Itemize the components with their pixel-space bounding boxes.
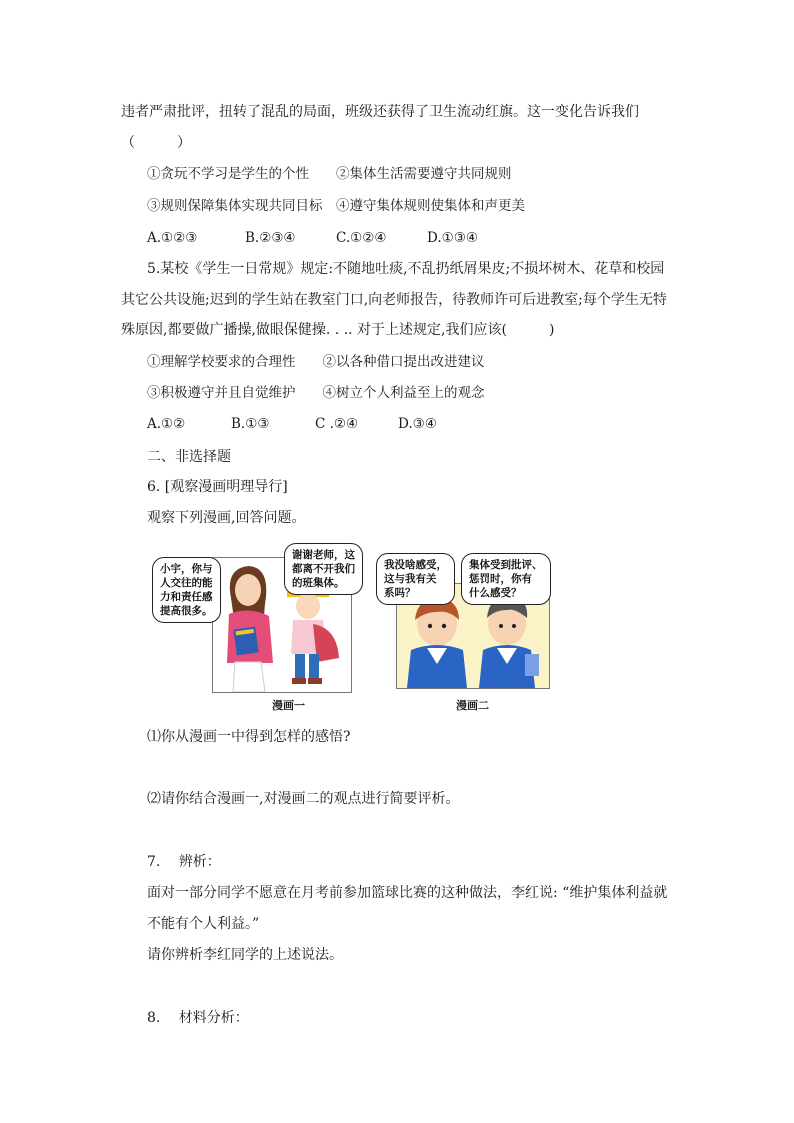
section-heading: 二、非选择题 [147, 449, 231, 465]
q7-line2: 不能有个人利益。” [147, 916, 260, 932]
q7-title: 7. 辨析： [147, 854, 221, 870]
comic-two [376, 543, 556, 723]
speech-bubble-student: 谢谢老师，这 都离不开我们 的班集体。 [284, 543, 363, 595]
q5-options-row1: ①理解学校要求的合理性 ②以各种借口提出改进建议 [147, 354, 485, 370]
q6-title: 6. [观察漫画明理导行] [147, 479, 288, 495]
q4-choice-a: A.①②③ [147, 230, 198, 246]
speech-bubble-teacher: 小宇，你与 人交往的能 力和责任感 提高很多。 [152, 557, 221, 623]
q5-stem-line1: 5.某校《学生一日常规》规定:不随地吐痰,不乱扔纸屑果皮;不损坏树木、花草和校园 [147, 261, 665, 277]
q4-choice-c: C.①②④ [336, 230, 387, 246]
q7-line3: 请你辨析李红同学的上述说法。 [147, 947, 343, 963]
q5-stem-line2: 其它公共设施;迟到的学生站在教室门口,向老师报告，待教师许可后进教室;每个学生无特 [121, 292, 667, 308]
q5-choice-d: D.③④ [398, 416, 437, 432]
q7-line1: 面对一部分同学不愿意在月考前参加篮球比赛的这种做法，李红说: “维护集体利益就 [147, 885, 668, 901]
q6-subquestion-2: ⑵请你结合漫画一,对漫画二的观点进行简要评析。 [147, 791, 460, 807]
q5-choice-b: B.①③ [231, 416, 270, 432]
q4-options-row2: ③规则保障集体实现共同目标 ④遵守集体规则使集体和声更美 [147, 198, 525, 214]
comic-one [152, 543, 355, 723]
comic-one-caption: 漫画一 [272, 699, 305, 712]
q4-choice-b: B.②③④ [245, 230, 296, 246]
q5-stem-line3: 殊原因,都要做广播操,做眼保健操. . .. 对于上述规定,我们应该( ) [121, 322, 555, 338]
comic-two-caption: 漫画二 [456, 699, 489, 712]
q4-choice-d: D.①③④ [427, 230, 478, 246]
q6-subquestion-1: ⑴你从漫画一中得到怎样的感悟? [147, 729, 351, 745]
q6-intro: 观察下列漫画,回答问题。 [147, 510, 306, 526]
q5-choice-c: C .②④ [315, 416, 359, 432]
q5-choice-a: A.①② [147, 416, 186, 432]
q4-stem-line2: （ ） [121, 135, 191, 151]
speech-bubble-left-boy: 我没啥感受， 这与我有关 系吗？ [376, 553, 455, 605]
q4-options-row1: ①贪玩不学习是学生的个性 ②集体生活需要遵守共同规则 [147, 166, 512, 182]
speech-bubble-right-boy: 集体受到批评、 惩罚时，你有 什么感受？ [461, 553, 551, 605]
q4-stem-line1: 违者严肃批评，扭转了混乱的局面，班级还获得了卫生流动红旗。这一变化告诉我们 [121, 104, 639, 120]
q8-title: 8. 材料分析： [147, 1010, 249, 1026]
q5-options-row2: ③积极遵守并且自觉维护 ④树立个人利益至上的观念 [147, 385, 485, 401]
